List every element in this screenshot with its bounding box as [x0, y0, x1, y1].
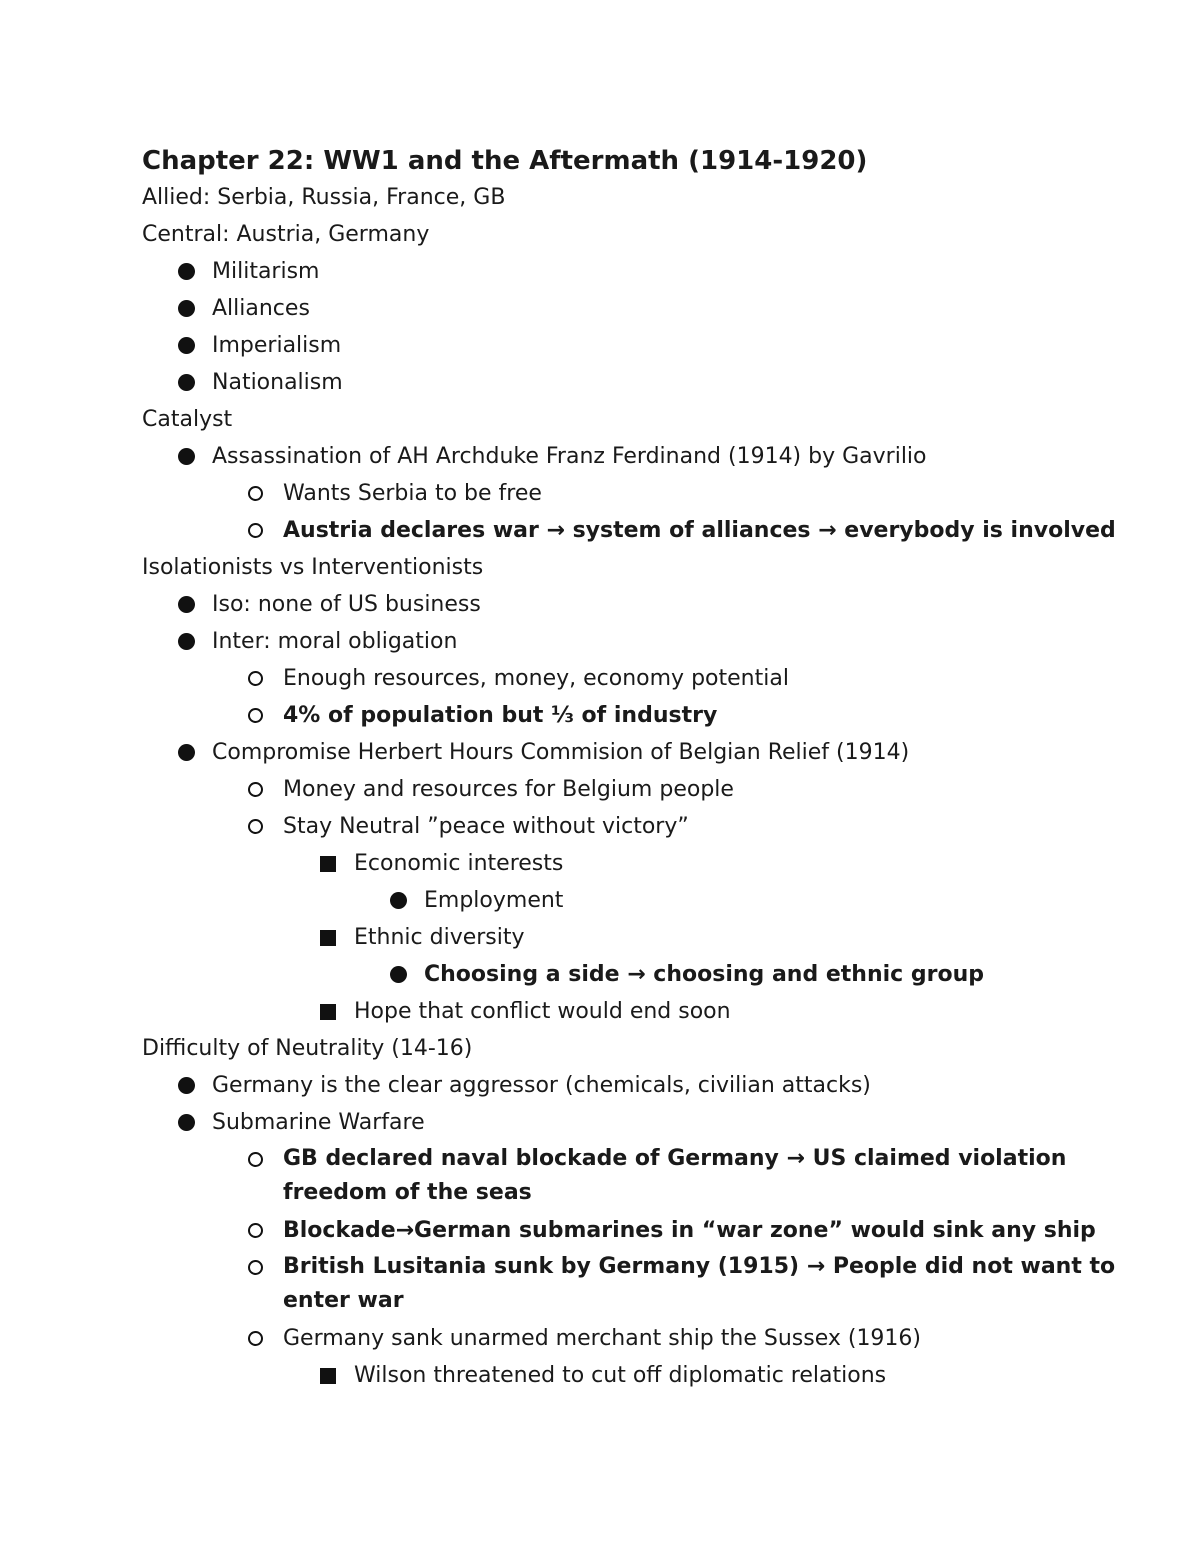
list-item: 4% of population but ⅓ of industry — [142, 697, 1162, 734]
square-bullet-icon — [320, 930, 336, 946]
heading-line: Allied: Serbia, Russia, France, GB — [142, 185, 506, 210]
list-item: Wilson threatened to cut off diplomatic relations — [142, 1357, 1162, 1394]
disc-bullet-icon — [178, 596, 195, 613]
circle-bullet-icon — [248, 1331, 263, 1346]
disc-bullet-icon — [178, 744, 195, 761]
disc-bullet-icon — [178, 1114, 195, 1131]
list-item: Stay Neutral ”peace without victory” — [142, 808, 1162, 845]
disc-bullet-icon — [178, 448, 195, 465]
list-item: Wants Serbia to be free — [142, 475, 1162, 512]
notes-body — [142, 143, 1162, 1394]
circle-bullet-icon — [248, 1223, 263, 1238]
circle-bullet-icon — [248, 819, 263, 834]
list-item: Compromise Herbert Hours Commision of Belgian Relief (1914) — [142, 734, 1162, 771]
list-item: Austria declares war → system of alliances → everybody is involved — [142, 512, 1162, 549]
square-bullet-icon — [320, 856, 336, 872]
heading-line: Difficulty of Neutrality (14-16) — [142, 1036, 473, 1061]
list-item: Inter: moral obligation — [142, 623, 1162, 660]
circle-bullet-icon — [248, 708, 263, 723]
list-item: Alliances — [142, 290, 1162, 327]
heading-line: Isolationists vs Interventionists — [142, 555, 484, 580]
list-item: Choosing a side → choosing and ethnic group — [142, 956, 1162, 993]
circle-bullet-icon — [248, 523, 263, 538]
disc-bullet-icon — [178, 263, 195, 280]
list-item: Nationalism — [142, 364, 1162, 401]
heading-line: Catalyst — [142, 407, 233, 432]
disc-bullet-icon — [178, 337, 195, 354]
list-item: Employment — [142, 882, 1162, 919]
circle-bullet-icon — [248, 1260, 263, 1275]
disc-bullet-icon — [178, 1077, 195, 1094]
circle-bullet-icon — [248, 782, 263, 797]
list-item: Enough resources, money, economy potential — [142, 660, 1162, 697]
disc-bullet-icon — [178, 633, 195, 650]
list-item: Militarism — [142, 253, 1162, 290]
list-item: GB declared naval blockade of Germany → US claimed violation freedom of the seas — [142, 1141, 1162, 1212]
chapter-title: Chapter 22: WW1 and the Aftermath (1914-1920) — [142, 146, 868, 176]
disc-bullet-icon — [390, 892, 407, 909]
square-bullet-icon — [320, 1004, 336, 1020]
heading-line: Central: Austria, Germany — [142, 222, 430, 247]
list-item: Germany is the clear aggressor (chemicals, civilian attacks) — [142, 1067, 1162, 1104]
circle-bullet-icon — [248, 1152, 263, 1167]
circle-bullet-icon — [248, 671, 263, 686]
list-item: Iso: none of US business — [142, 586, 1162, 623]
list-item: Money and resources for Belgium people — [142, 771, 1162, 808]
list-item: Ethnic diversity — [142, 919, 1162, 956]
circle-bullet-icon — [248, 486, 263, 501]
list-item: Hope that conflict would end soon — [142, 993, 1162, 1030]
list-item: Submarine Warfare — [142, 1104, 1162, 1141]
list-item: Economic interests — [142, 845, 1162, 882]
list-item: Germany sank unarmed merchant ship the Sussex (1916) — [142, 1320, 1162, 1357]
list-item: Imperialism — [142, 327, 1162, 364]
disc-bullet-icon — [178, 300, 195, 317]
list-item: British Lusitania sunk by Germany (1915) → People did not want to enter war — [142, 1249, 1162, 1320]
disc-bullet-icon — [390, 966, 407, 983]
disc-bullet-icon — [178, 374, 195, 391]
square-bullet-icon — [320, 1368, 336, 1384]
list-item: Blockade→German submarines in “war zone” would sink any ship — [142, 1212, 1162, 1249]
list-item: Assassination of AH Archduke Franz Ferdinand (1914) by Gavrilio — [142, 438, 1162, 475]
